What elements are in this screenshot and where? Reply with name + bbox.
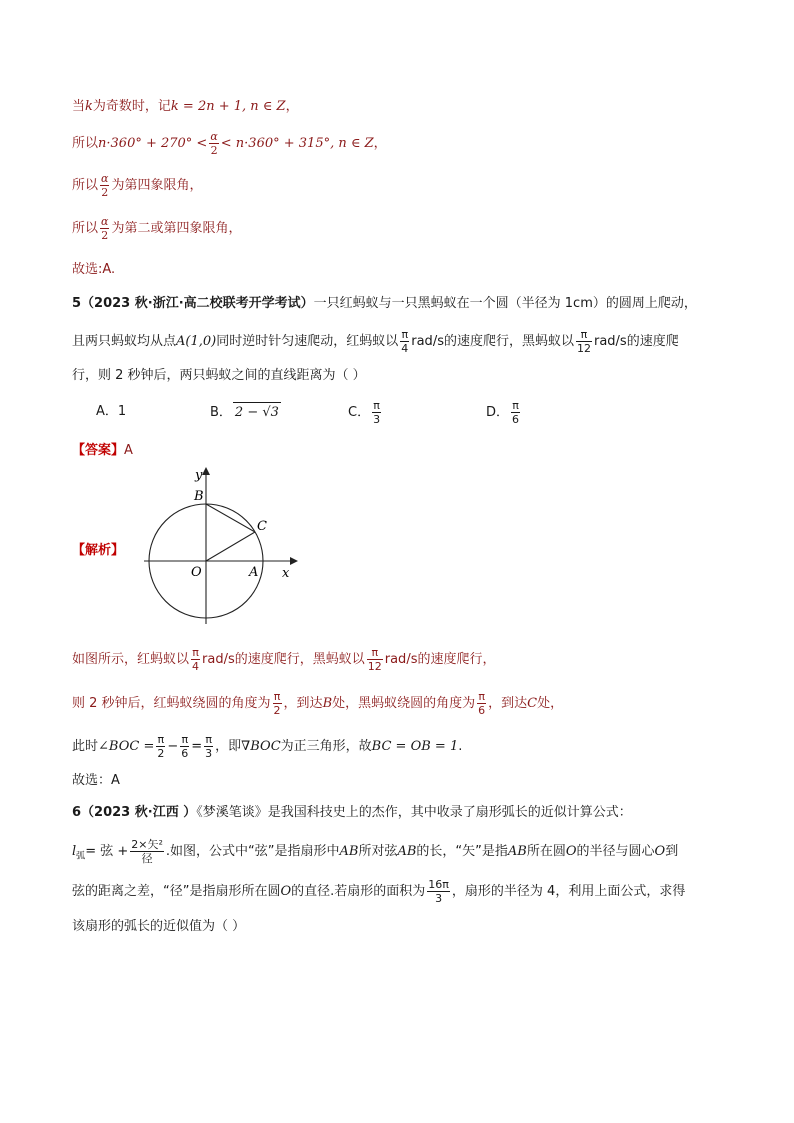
option-d: D． $\frac{\pi}{6}$ [486, 399, 520, 426]
fraction: $\frac{\alpha}{2}$ [101, 172, 109, 199]
option-b: B． 2 − √3 [210, 402, 281, 423]
solution-line-3: 此时∠BOC = $\frac{\pi}{2}$ − $\frac{\pi}{6}$ = $\frac{\pi}{3}$ ，即∇BOC为正三角形，故BC = OB = 1. [72, 733, 463, 760]
choose-line-4: 故选:A. [72, 262, 116, 277]
point-a-label: A [249, 565, 259, 580]
fraction: $\frac{\pi}{4}$ [192, 646, 200, 673]
fraction: $\frac{\text{2×矢²}}{\text{径}}$ [131, 838, 163, 865]
fraction: $\frac{\alpha}{2}$ [101, 215, 109, 242]
point-c-label: C [257, 519, 267, 534]
fraction: $\frac{\pi}{2}$ [157, 733, 165, 760]
y-label: y [195, 468, 203, 483]
point-o-label: O [191, 565, 202, 580]
q6-line-3: 弦的距离之差，“径”是指扇形所在圆O的直径.若扇形的面积为 $\frac{16\pi}{3}$ ，扇形的半径为 4，利用上面公式，求得 [72, 878, 686, 905]
fraction: $\frac{16\pi}{3}$ [428, 878, 449, 905]
fraction: $\frac{\pi}{12}$ [367, 646, 382, 673]
fraction: $\frac{\pi}{3}$ [373, 399, 381, 426]
point-b-label: B [194, 489, 204, 504]
fraction: $\frac{\pi}{6}$ [512, 399, 520, 426]
answer-line: 【答案】A [72, 443, 133, 458]
line-odd-k: 当k为奇数时，记k = 2n + 1, n ∈ Z， [72, 99, 299, 114]
line-second-fourth-quadrant: 所以 $\frac{\alpha}{2}$ 为第二或第四象限角， [72, 215, 242, 242]
option-a: A．1 [96, 404, 127, 419]
line-inequality: 所以n·360° + 270° < $\frac{\alpha}{2}$ < n·360° + 315°, n ∈ Z， [72, 130, 387, 157]
segment-bc [206, 504, 255, 532]
fraction: $\frac{\alpha}{2}$ [210, 130, 218, 157]
line-fourth-quadrant: 所以 $\frac{\alpha}{2}$ 为第四象限角， [72, 172, 203, 199]
y-axis-arrow [202, 467, 210, 475]
x-axis-arrow [290, 557, 298, 565]
solution-line-2: 则 2 秒钟后，红蚂蚁绕圆的角度为 $\frac{\pi}{2}$ ，到达B处，黑蚂蚁绕圆的角度为 $\frac{\pi}{6}$ ，到达C处， [72, 690, 564, 717]
q5-line-3: 行，则 2 秒钟后，两只蚂蚁之间的直线距离为（ ） [72, 368, 366, 383]
fraction: $\frac{\pi}{6}$ [478, 690, 486, 717]
x-label: x [282, 566, 290, 581]
choose-line-5: 故选：A [72, 773, 120, 788]
fraction: $\frac{\pi}{6}$ [181, 733, 189, 760]
fraction: $\frac{\pi}{4}$ [401, 328, 409, 355]
fraction: $\frac{\pi}{12}$ [576, 328, 591, 355]
q6-line-4: 该扇形的弧长的近似值为（ ） [72, 919, 246, 934]
q5-line-1: 5（2023 秋·浙江·高二校联考开学考试）一只红蚂蚁与一只黑蚂蚁在一个圆（半径为 1cm）的圆周上爬动， [72, 296, 697, 311]
solution-line-1: 如图所示，红蚂蚁以 $\frac{\pi}{4}$ rad/s的速度爬行，黑蚂蚁以 $\frac{\pi}{12}$ rad/s的速度爬行， [72, 646, 496, 673]
fraction: $\frac{\pi}{2}$ [273, 690, 281, 717]
analysis-label: 【解析】 [72, 543, 125, 558]
q5-line-2: 且两只蚂蚁均从点A(1,0)同时逆时针匀速爬动，红蚂蚁以 $\frac{\pi}{4}$ rad/s的速度爬行，黑蚂蚁以 $\frac{\pi}{12}$ rad/s的速度爬 [72, 328, 679, 355]
option-c: C． $\frac{\pi}{3}$ [348, 399, 381, 426]
q6-line-2: $l_弧=$ 弦 + $\frac{\text{2×矢²}}{\text{径}}$ .如图，公式中“弦”是指扇形中AB所对弦AB的长，“矢”是指AB所在圆O的半径与圆心O到 [72, 838, 679, 865]
unit-circle-figure [140, 464, 300, 634]
fraction: $\frac{\pi}{3}$ [205, 733, 213, 760]
q6-line-1: 6（2023 秋·江西 ）《梦溪笔谈》是我国科技史上的杰作，其中收录了扇形弧长的近似计算公式： [72, 805, 632, 820]
segment-oc [206, 532, 255, 561]
